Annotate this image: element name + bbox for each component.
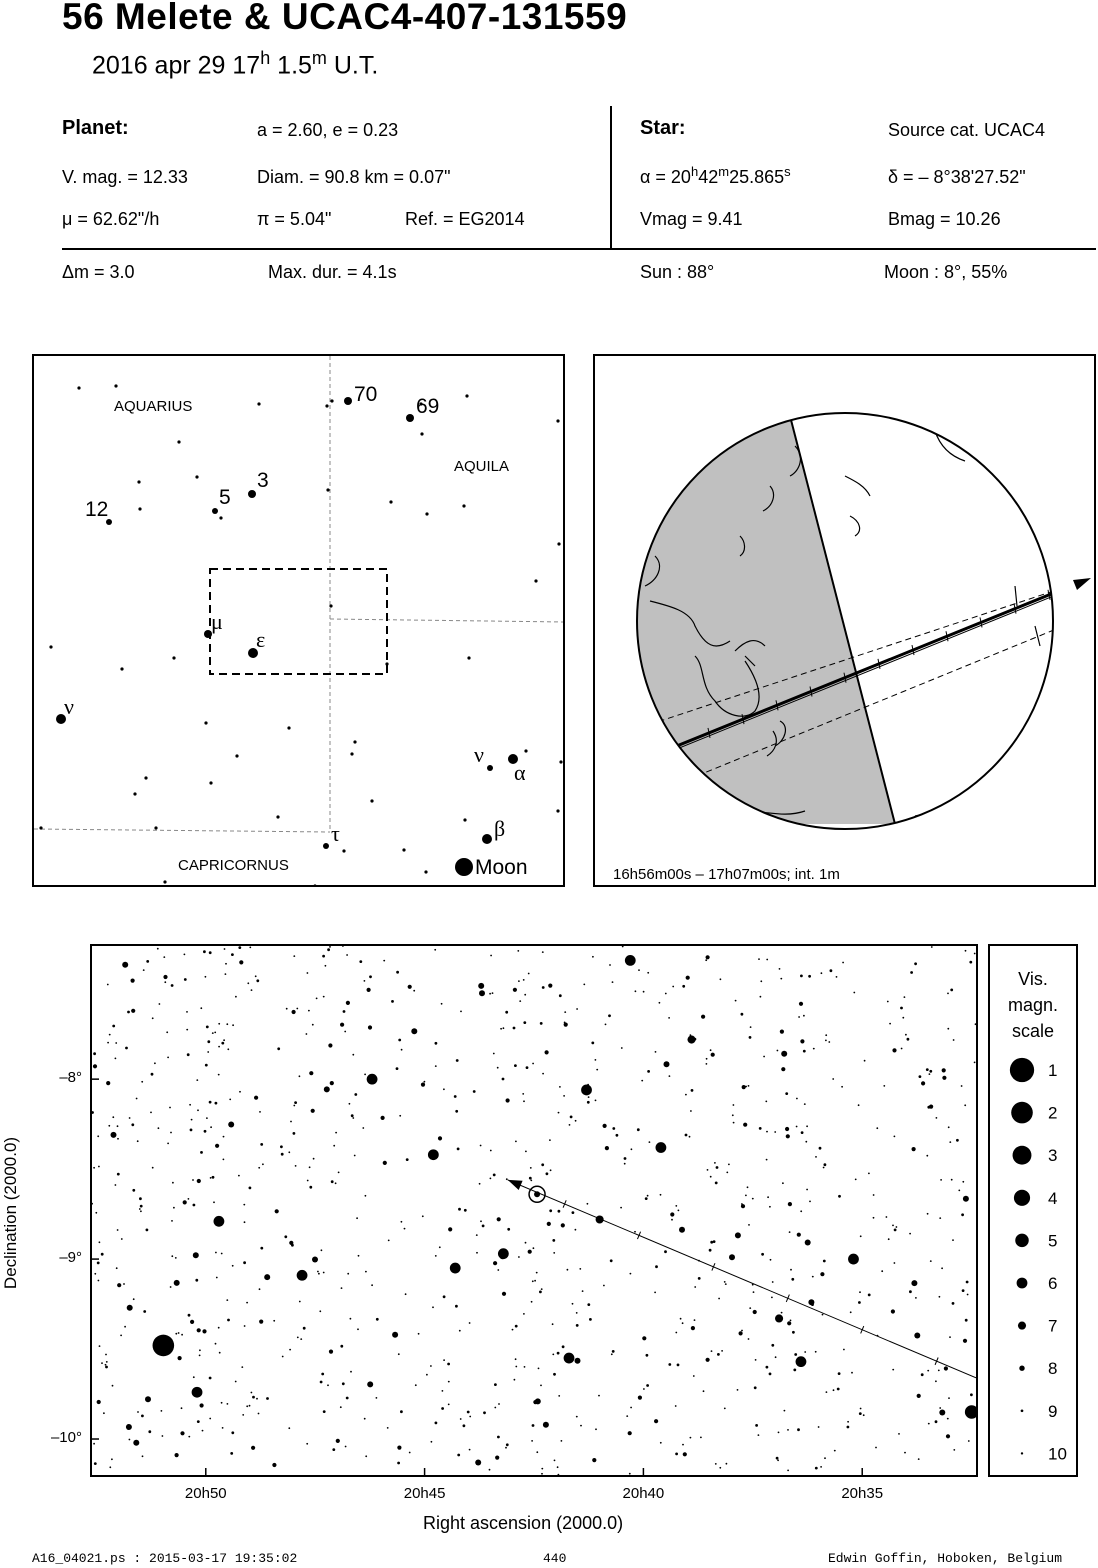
moon-label: Moon [475, 856, 528, 879]
planet-heading: Planet: [62, 117, 129, 139]
legend-label: 5 [1048, 1231, 1058, 1251]
x-tick-label: 20h40 [622, 1485, 665, 1502]
asteroid-track [508, 1180, 976, 1378]
planet-pi: π = 5.04" [257, 209, 332, 229]
star-source: Source cat. UCAC4 [888, 120, 1046, 140]
constellation-aquila: AQUILA [454, 458, 510, 475]
finder-chart [32, 354, 565, 887]
bright-star [428, 1149, 439, 1160]
legend-title-line1: Vis. [1018, 969, 1048, 989]
x-axis-label: Right ascension (2000.0) [423, 1513, 624, 1533]
legend-title-line2: magn. [1007, 995, 1059, 1015]
legend-swatch [1018, 1322, 1026, 1330]
legend-title-line3: scale [1011, 1021, 1055, 1041]
subtitle: 2016 apr 29 17$^h$ 1.5$^m$ U.T. [92, 48, 379, 80]
x-axis-ticks [206, 1468, 862, 1475]
y-tick-label: –9° [59, 1249, 82, 1267]
field-frame [210, 569, 387, 674]
legend-label: 6 [1048, 1274, 1058, 1293]
target-star [534, 1191, 540, 1197]
legend-label: 10 [1048, 1444, 1067, 1464]
header-rule [62, 248, 1096, 250]
star-label-tau: τ [331, 821, 340, 846]
detail-star-chart [90, 944, 978, 1477]
track-arrowhead [1073, 578, 1091, 590]
star-ra: $\alpha = 20^h42^m25.865^s$ [640, 164, 791, 187]
detail-star-field [92, 946, 976, 1475]
star-label-70: 70 [354, 383, 378, 406]
legend-swatch [1019, 1366, 1024, 1371]
legend-label: 1 [1048, 1061, 1058, 1080]
planet-orbit: a = 2.60, e = 0.23 [257, 120, 399, 140]
constellation-capricornus: CAPRICORNUS [178, 857, 289, 874]
star-heading: Star: [640, 117, 686, 139]
x-tick-label: 20h45 [403, 1485, 446, 1502]
moon-marker [455, 858, 473, 876]
footer-file: A16_04021.ps : 2015-03-17 19:35:02 [32, 1551, 298, 1566]
bright-star [450, 1263, 461, 1274]
legend-swatch [1013, 1146, 1032, 1165]
title: 56 Melete & UCAC4-407-131559 [62, 0, 628, 37]
legend-swatch [1015, 1234, 1029, 1248]
bright-star [965, 1405, 976, 1419]
star-label-mu: μ [211, 609, 223, 634]
planet-ref: Ref. = EG2014 [405, 209, 525, 229]
x-tick-label: 20h35 [841, 1485, 884, 1502]
footer-page: 440 [543, 1551, 567, 1566]
star-vmag: Vmag = 9.41 [640, 209, 743, 229]
max-duration: Max. dur. = 4.1s [268, 262, 397, 282]
legend-label: 7 [1048, 1316, 1058, 1336]
legend-label: 8 [1048, 1359, 1058, 1379]
delta-mag: Δm = 3.0 [62, 262, 135, 282]
legend-label: 3 [1048, 1146, 1058, 1166]
legend-swatch [1010, 1058, 1034, 1082]
star-label-5: 5 [219, 486, 231, 509]
y-tick-label: –8° [59, 1069, 82, 1087]
bright-star [564, 1353, 575, 1364]
bright-star [581, 1085, 592, 1096]
bright-star [848, 1254, 859, 1265]
legend-swatch [1014, 1190, 1030, 1206]
star-label-nu-right: ν [474, 742, 484, 767]
star-label-epsilon: ε [256, 627, 266, 652]
star-label-69: 69 [416, 395, 440, 418]
planet-mu: μ = 62.62"/h [62, 209, 160, 229]
planet-vmag: V. mag. = 12.33 [62, 167, 188, 187]
star-label-3: 3 [257, 469, 269, 492]
legend-swatch [1021, 1452, 1023, 1454]
star-label-beta: β [494, 816, 506, 841]
star-label-nu-left: ν [64, 694, 74, 719]
star-bmag: Bmag = 10.26 [888, 209, 1001, 229]
legend-label: 9 [1048, 1401, 1058, 1421]
bright-star [297, 1270, 308, 1281]
y-tick-label: –10° [50, 1429, 82, 1446]
globe-caption: 16h56m00s – 17h07m00s; int. 1m [613, 866, 840, 883]
sun-elongation: Sun : 88° [640, 262, 715, 282]
bright-star [192, 1387, 203, 1398]
y-axis-label: Declination (2000.0) [1, 1136, 20, 1290]
bright-star [367, 1074, 378, 1085]
star-dec: δ = – 8°38'27.52" [888, 167, 1026, 187]
bright-star [687, 1036, 695, 1044]
y-axis-ticks [92, 1079, 99, 1439]
earth-globe-panel [593, 354, 1096, 887]
planet-diam: Diam. = 90.8 km = 0.07" [257, 167, 451, 187]
star-label-alpha: α [514, 760, 526, 785]
bright-star [796, 1356, 807, 1367]
legend-label: 2 [1048, 1103, 1058, 1123]
legend-swatch [1011, 1102, 1033, 1124]
x-tick-label: 20h50 [184, 1485, 227, 1502]
bright-star [625, 955, 636, 966]
bright-star [214, 1216, 225, 1227]
legend-swatch [1021, 1409, 1024, 1412]
bright-star [498, 1248, 509, 1259]
legend-label: 4 [1048, 1188, 1058, 1208]
moon-info: Moon : 8°, 55% [884, 262, 1008, 282]
bright-star [656, 1142, 667, 1153]
magnitude-legend [988, 944, 1078, 1477]
bright-star [775, 1314, 783, 1322]
star-label-12: 12 [85, 498, 109, 521]
track-arrow-icon [508, 1180, 523, 1190]
legend-swatch [1017, 1278, 1028, 1289]
night-side [615, 396, 895, 824]
bright-star [153, 1335, 175, 1357]
footer-author: Edwin Goffin, Hoboken, Belgium [828, 1551, 1063, 1566]
header-divider [610, 106, 612, 249]
constellation-aquarius: AQUARIUS [114, 398, 193, 415]
